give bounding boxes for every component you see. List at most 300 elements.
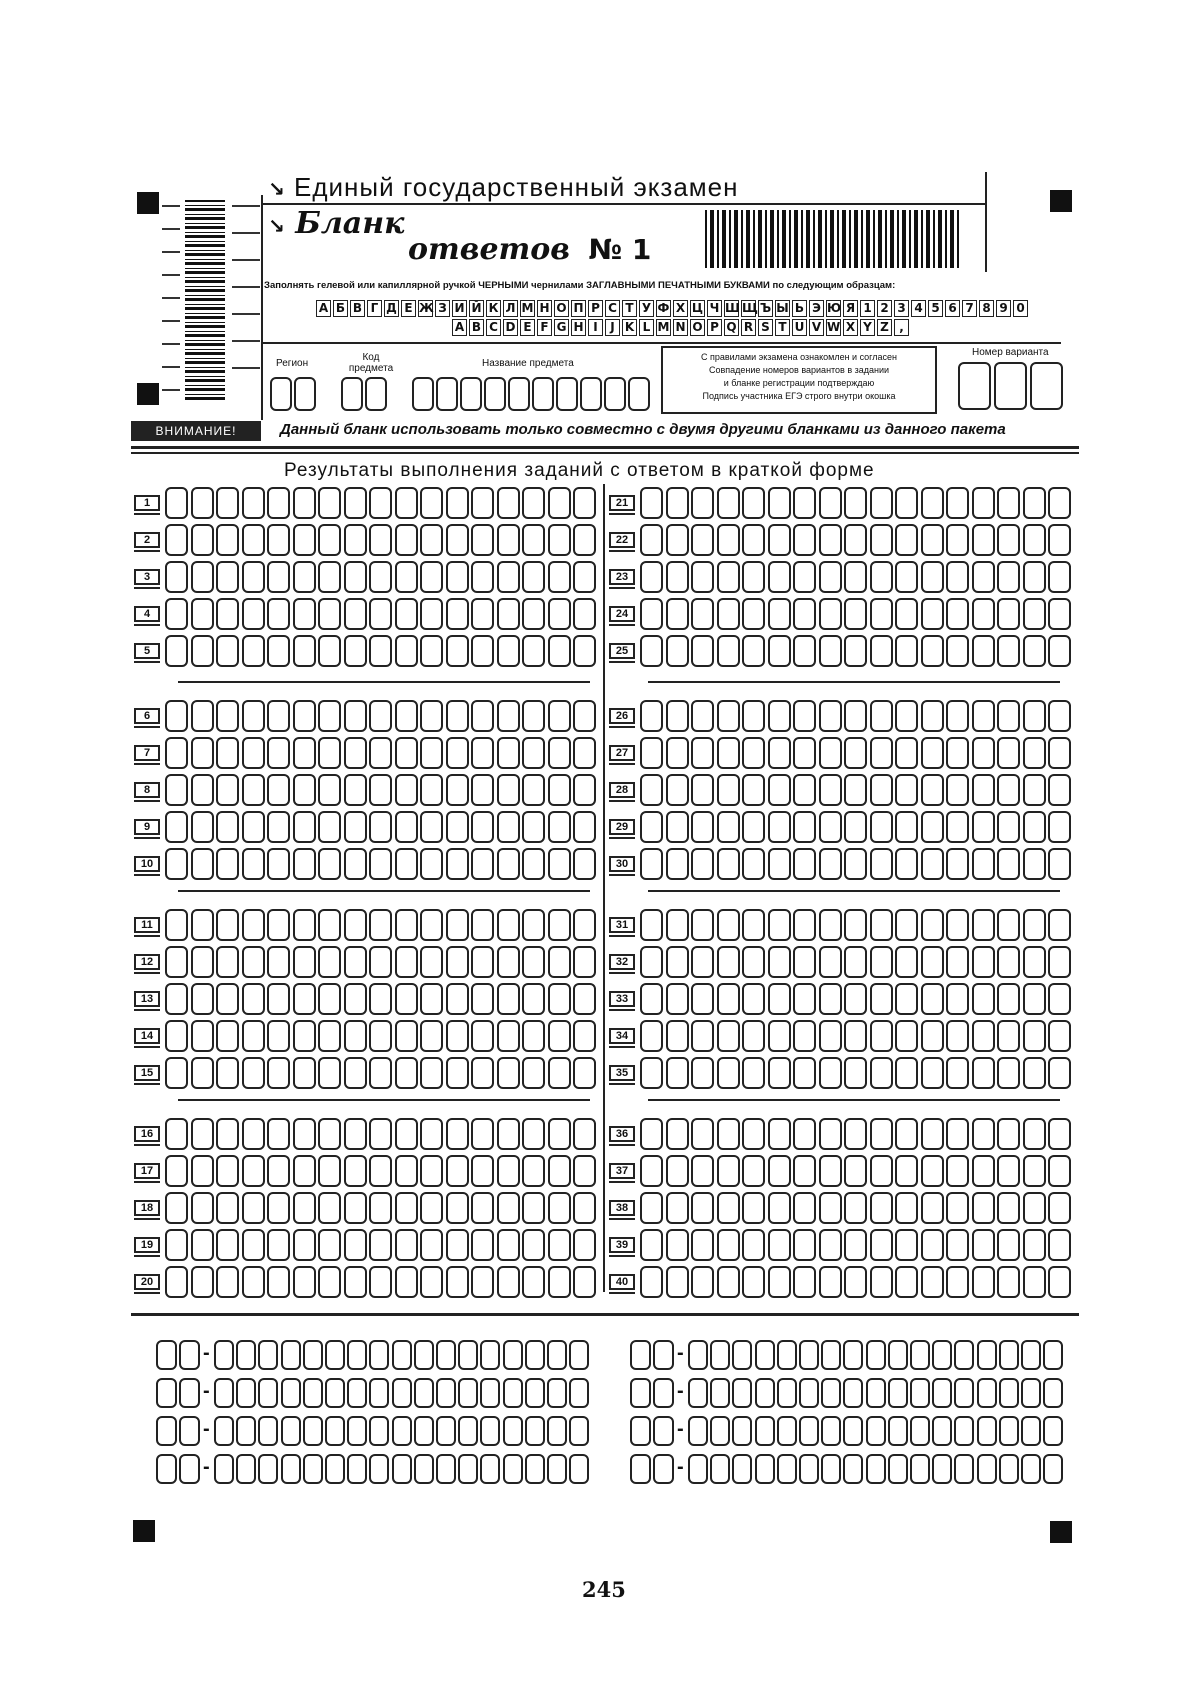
replacement-answer-cell[interactable] [1043,1454,1063,1484]
answer-cell[interactable] [921,1057,944,1089]
answer-cell[interactable] [216,561,239,593]
answer-cell[interactable] [242,1192,265,1224]
answer-cell[interactable] [946,946,969,978]
answer-cell[interactable] [768,848,791,880]
answer-cell[interactable] [497,561,520,593]
answer-cell[interactable] [921,524,944,556]
answer-cell[interactable] [997,946,1020,978]
answer-cell[interactable] [717,1266,740,1298]
replacement-answer-cell[interactable] [503,1378,523,1408]
answer-cell[interactable] [870,1020,893,1052]
replacement-answer-cell[interactable] [888,1454,908,1484]
answer-cell[interactable] [267,737,290,769]
answer-cell[interactable] [1048,598,1071,630]
answer-cell[interactable] [344,946,367,978]
answer-cell[interactable] [267,983,290,1015]
answer-cell[interactable] [870,487,893,519]
answer-cell[interactable] [691,909,714,941]
replacement-answer-cell[interactable] [732,1340,752,1370]
answer-cell[interactable] [497,848,520,880]
answer-cell[interactable] [997,811,1020,843]
replacement-answer-cell[interactable] [281,1340,301,1370]
answer-cell[interactable] [640,561,663,593]
answer-cell[interactable] [844,1020,867,1052]
answer-cell[interactable] [497,946,520,978]
answer-cell[interactable] [369,524,392,556]
replacement-answer-cell[interactable] [821,1416,841,1446]
replacement-answer-cell[interactable] [236,1416,256,1446]
answer-cell[interactable] [471,1118,494,1150]
answer-cell[interactable] [666,774,689,806]
answer-cell[interactable] [573,811,596,843]
answer-cell[interactable] [446,1192,469,1224]
answer-cell[interactable] [895,1118,918,1150]
replacement-answer-cell[interactable] [1021,1340,1041,1370]
replacement-answer-cell[interactable] [710,1378,730,1408]
answer-cell[interactable] [318,1266,341,1298]
answer-cell[interactable] [395,524,418,556]
answer-cell[interactable] [395,1155,418,1187]
answer-cell[interactable] [793,1057,816,1089]
answer-cell[interactable] [344,700,367,732]
answer-cell[interactable] [870,1192,893,1224]
answer-cell[interactable] [997,909,1020,941]
answer-cell[interactable] [471,1155,494,1187]
answer-cell[interactable] [972,811,995,843]
answer-cell[interactable] [318,946,341,978]
answer-cell[interactable] [191,700,214,732]
replacement-answer-cell[interactable] [436,1454,456,1484]
answer-cell[interactable] [895,1192,918,1224]
replacement-answer-cell[interactable] [369,1340,389,1370]
answer-cell[interactable] [318,774,341,806]
answer-cell[interactable] [471,909,494,941]
replacement-answer-cell[interactable] [977,1416,997,1446]
answer-cell[interactable] [293,1020,316,1052]
answer-cell[interactable] [216,635,239,667]
answer-cell[interactable] [446,598,469,630]
answer-cell[interactable] [870,946,893,978]
replacement-answer-cell[interactable] [392,1378,412,1408]
answer-cell[interactable] [242,983,265,1015]
answer-cell[interactable] [666,983,689,1015]
answer-cell[interactable] [267,774,290,806]
answer-cell[interactable] [819,909,842,941]
answer-cell[interactable] [946,1192,969,1224]
answer-cell[interactable] [165,598,188,630]
answer-cell[interactable] [242,811,265,843]
replacement-answer-cell[interactable] [325,1378,345,1408]
replacement-answer-cell[interactable] [777,1454,797,1484]
answer-cell[interactable] [870,1155,893,1187]
answer-cell[interactable] [666,1266,689,1298]
answer-cell[interactable] [946,1118,969,1150]
replacement-answer-cell[interactable] [932,1454,952,1484]
answer-cell[interactable] [318,487,341,519]
answer-cell[interactable] [1023,524,1046,556]
answer-cell[interactable] [293,487,316,519]
answer-cell[interactable] [191,635,214,667]
answer-cell[interactable] [972,1155,995,1187]
answer-cell[interactable] [573,774,596,806]
replacement-answer-cell[interactable] [688,1454,708,1484]
replacement-answer-cell[interactable] [347,1416,367,1446]
answer-cell[interactable] [921,598,944,630]
answer-cell[interactable] [573,737,596,769]
subject-name-cell[interactable] [604,377,626,411]
answer-cell[interactable] [1048,1192,1071,1224]
answer-cell[interactable] [768,1266,791,1298]
answer-cell[interactable] [548,635,571,667]
replacement-answer-cell[interactable] [503,1416,523,1446]
answer-cell[interactable] [344,811,367,843]
replacement-answer-cell[interactable] [325,1340,345,1370]
answer-cell[interactable] [997,1020,1020,1052]
answer-cell[interactable] [691,946,714,978]
answer-cell[interactable] [946,598,969,630]
replacement-answer-cell[interactable] [843,1454,863,1484]
answer-cell[interactable] [640,909,663,941]
answer-cell[interactable] [844,774,867,806]
answer-cell[interactable] [446,700,469,732]
answer-cell[interactable] [717,848,740,880]
answer-cell[interactable] [497,1118,520,1150]
answer-cell[interactable] [972,1229,995,1261]
answer-cell[interactable] [471,1266,494,1298]
answer-cell[interactable] [742,561,765,593]
replacement-number-cell[interactable] [630,1378,651,1408]
answer-cell[interactable] [1048,1229,1071,1261]
answer-cell[interactable] [819,598,842,630]
answer-cell[interactable] [395,909,418,941]
answer-cell[interactable] [921,487,944,519]
answer-cell[interactable] [742,774,765,806]
answer-cell[interactable] [793,737,816,769]
answer-cell[interactable] [191,946,214,978]
answer-cell[interactable] [267,1192,290,1224]
answer-cell[interactable] [666,1155,689,1187]
answer-cell[interactable] [768,1118,791,1150]
answer-cell[interactable] [548,598,571,630]
answer-cell[interactable] [844,1192,867,1224]
answer-cell[interactable] [1048,774,1071,806]
answer-cell[interactable] [793,700,816,732]
answer-cell[interactable] [548,1020,571,1052]
answer-cell[interactable] [573,598,596,630]
answer-cell[interactable] [293,983,316,1015]
answer-cell[interactable] [895,524,918,556]
answer-cell[interactable] [165,524,188,556]
answer-cell[interactable] [395,774,418,806]
replacement-answer-cell[interactable] [369,1378,389,1408]
answer-cell[interactable] [522,1192,545,1224]
replacement-answer-cell[interactable] [999,1416,1019,1446]
subject-name-cell[interactable] [580,377,602,411]
replacement-number-cell[interactable] [653,1454,674,1484]
answer-cell[interactable] [344,1118,367,1150]
answer-cell[interactable] [573,1118,596,1150]
answer-cell[interactable] [369,561,392,593]
answer-cell[interactable] [768,598,791,630]
answer-cell[interactable] [921,774,944,806]
answer-cell[interactable] [471,1229,494,1261]
replacement-answer-cell[interactable] [214,1454,234,1484]
answer-cell[interactable] [344,909,367,941]
answer-cell[interactable] [895,848,918,880]
answer-cell[interactable] [666,598,689,630]
answer-cell[interactable] [191,1155,214,1187]
answer-cell[interactable] [691,1155,714,1187]
answer-cell[interactable] [471,524,494,556]
answer-cell[interactable] [946,848,969,880]
answer-cell[interactable] [344,487,367,519]
answer-cell[interactable] [946,774,969,806]
answer-cell[interactable] [997,1192,1020,1224]
replacement-answer-cell[interactable] [999,1454,1019,1484]
answer-cell[interactable] [819,561,842,593]
replacement-answer-cell[interactable] [480,1340,500,1370]
answer-cell[interactable] [395,848,418,880]
answer-cell[interactable] [819,1118,842,1150]
answer-cell[interactable] [446,1057,469,1089]
answer-cell[interactable] [522,983,545,1015]
answer-cell[interactable] [793,1118,816,1150]
answer-cell[interactable] [1048,487,1071,519]
answer-cell[interactable] [165,635,188,667]
answer-cell[interactable] [946,561,969,593]
replacement-answer-cell[interactable] [369,1416,389,1446]
answer-cell[interactable] [471,1057,494,1089]
answer-cell[interactable] [242,1266,265,1298]
answer-cell[interactable] [216,1118,239,1150]
replacement-answer-cell[interactable] [347,1454,367,1484]
replacement-answer-cell[interactable] [688,1416,708,1446]
answer-cell[interactable] [318,1057,341,1089]
answer-cell[interactable] [216,946,239,978]
answer-cell[interactable] [666,1118,689,1150]
answer-cell[interactable] [921,909,944,941]
answer-cell[interactable] [997,1155,1020,1187]
answer-cell[interactable] [640,1118,663,1150]
answer-cell[interactable] [640,1266,663,1298]
answer-cell[interactable] [267,561,290,593]
region-cell[interactable] [270,377,292,411]
answer-cell[interactable] [395,561,418,593]
answer-cell[interactable] [165,1118,188,1150]
answer-cell[interactable] [471,487,494,519]
replacement-number-cell[interactable] [630,1416,651,1446]
answer-cell[interactable] [573,524,596,556]
answer-cell[interactable] [1048,561,1071,593]
answer-cell[interactable] [267,1118,290,1150]
answer-cell[interactable] [267,635,290,667]
answer-cell[interactable] [522,487,545,519]
answer-cell[interactable] [191,1057,214,1089]
answer-cell[interactable] [717,1057,740,1089]
answer-cell[interactable] [344,1229,367,1261]
replacement-number-cell[interactable] [156,1378,177,1408]
answer-cell[interactable] [793,1192,816,1224]
answer-cell[interactable] [165,848,188,880]
answer-cell[interactable] [293,1266,316,1298]
answer-cell[interactable] [369,811,392,843]
answer-cell[interactable] [793,1020,816,1052]
answer-cell[interactable] [573,848,596,880]
answer-cell[interactable] [666,561,689,593]
answer-cell[interactable] [369,1020,392,1052]
answer-cell[interactable] [267,1020,290,1052]
answer-cell[interactable] [997,983,1020,1015]
answer-cell[interactable] [267,700,290,732]
answer-cell[interactable] [1048,1057,1071,1089]
answer-cell[interactable] [522,598,545,630]
answer-cell[interactable] [921,1266,944,1298]
answer-cell[interactable] [640,774,663,806]
answer-cell[interactable] [216,487,239,519]
replacement-answer-cell[interactable] [799,1454,819,1484]
answer-cell[interactable] [522,635,545,667]
answer-cell[interactable] [768,774,791,806]
replacement-number-cell[interactable] [156,1340,177,1370]
answer-cell[interactable] [191,1118,214,1150]
replacement-number-cell[interactable] [653,1340,674,1370]
replacement-answer-cell[interactable] [999,1340,1019,1370]
answer-cell[interactable] [717,811,740,843]
answer-cell[interactable] [768,909,791,941]
replacement-answer-cell[interactable] [258,1378,278,1408]
answer-cell[interactable] [548,1266,571,1298]
answer-cell[interactable] [216,598,239,630]
replacement-answer-cell[interactable] [777,1340,797,1370]
replacement-answer-cell[interactable] [569,1454,589,1484]
answer-cell[interactable] [640,700,663,732]
answer-cell[interactable] [471,1192,494,1224]
answer-cell[interactable] [165,1057,188,1089]
replacement-answer-cell[interactable] [303,1416,323,1446]
answer-cell[interactable] [497,1266,520,1298]
answer-cell[interactable] [548,1229,571,1261]
answer-cell[interactable] [420,946,443,978]
answer-cell[interactable] [742,1020,765,1052]
answer-cell[interactable] [793,946,816,978]
answer-cell[interactable] [165,561,188,593]
replacement-answer-cell[interactable] [1021,1378,1041,1408]
answer-cell[interactable] [344,737,367,769]
answer-cell[interactable] [972,774,995,806]
answer-cell[interactable] [165,1020,188,1052]
answer-cell[interactable] [216,909,239,941]
answer-cell[interactable] [497,1192,520,1224]
answer-cell[interactable] [717,1118,740,1150]
answer-cell[interactable] [793,524,816,556]
answer-cell[interactable] [1048,1020,1071,1052]
answer-cell[interactable] [293,561,316,593]
answer-cell[interactable] [870,635,893,667]
answer-cell[interactable] [318,848,341,880]
answer-cell[interactable] [420,848,443,880]
subject-name-cell[interactable] [460,377,482,411]
replacement-answer-cell[interactable] [236,1454,256,1484]
answer-cell[interactable] [267,598,290,630]
answer-cell[interactable] [267,909,290,941]
answer-cell[interactable] [997,524,1020,556]
replacement-answer-cell[interactable] [755,1454,775,1484]
replacement-answer-cell[interactable] [525,1378,545,1408]
answer-cell[interactable] [293,848,316,880]
answer-cell[interactable] [522,561,545,593]
answer-cell[interactable] [293,1229,316,1261]
answer-cell[interactable] [420,1155,443,1187]
answer-cell[interactable] [742,983,765,1015]
replacement-answer-cell[interactable] [777,1378,797,1408]
answer-cell[interactable] [497,1155,520,1187]
answer-cell[interactable] [573,983,596,1015]
answer-cell[interactable] [972,737,995,769]
replacement-answer-cell[interactable] [821,1340,841,1370]
answer-cell[interactable] [242,946,265,978]
answer-cell[interactable] [742,700,765,732]
answer-cell[interactable] [819,1057,842,1089]
answer-cell[interactable] [1023,848,1046,880]
replacement-answer-cell[interactable] [932,1416,952,1446]
answer-cell[interactable] [972,848,995,880]
answer-cell[interactable] [691,1057,714,1089]
answer-cell[interactable] [768,946,791,978]
answer-cell[interactable] [191,487,214,519]
replacement-answer-cell[interactable] [525,1416,545,1446]
replacement-number-cell[interactable] [156,1416,177,1446]
replacement-answer-cell[interactable] [888,1378,908,1408]
answer-cell[interactable] [640,1057,663,1089]
answer-cell[interactable] [293,737,316,769]
answer-cell[interactable] [497,1020,520,1052]
replacement-answer-cell[interactable] [325,1454,345,1484]
answer-cell[interactable] [420,1266,443,1298]
answer-cell[interactable] [844,1266,867,1298]
answer-cell[interactable] [369,946,392,978]
replacement-answer-cell[interactable] [932,1378,952,1408]
answer-cell[interactable] [742,848,765,880]
answer-cell[interactable] [921,1192,944,1224]
answer-cell[interactable] [768,1229,791,1261]
replacement-answer-cell[interactable] [347,1378,367,1408]
answer-cell[interactable] [318,1155,341,1187]
replacement-answer-cell[interactable] [755,1416,775,1446]
answer-cell[interactable] [1048,524,1071,556]
answer-cell[interactable] [420,909,443,941]
answer-cell[interactable] [793,848,816,880]
answer-cell[interactable] [997,598,1020,630]
answer-cell[interactable] [844,524,867,556]
replacement-answer-cell[interactable] [547,1416,567,1446]
answer-cell[interactable] [522,1155,545,1187]
answer-cell[interactable] [522,774,545,806]
answer-cell[interactable] [573,1192,596,1224]
answer-cell[interactable] [870,1266,893,1298]
subject-name-cell[interactable] [532,377,554,411]
answer-cell[interactable] [844,848,867,880]
answer-cell[interactable] [691,737,714,769]
replacement-answer-cell[interactable] [910,1340,930,1370]
answer-cell[interactable] [216,848,239,880]
answer-cell[interactable] [819,737,842,769]
answer-cell[interactable] [997,1057,1020,1089]
answer-cell[interactable] [267,811,290,843]
answer-cell[interactable] [420,635,443,667]
answer-cell[interactable] [471,811,494,843]
answer-cell[interactable] [191,1229,214,1261]
answer-cell[interactable] [1023,737,1046,769]
